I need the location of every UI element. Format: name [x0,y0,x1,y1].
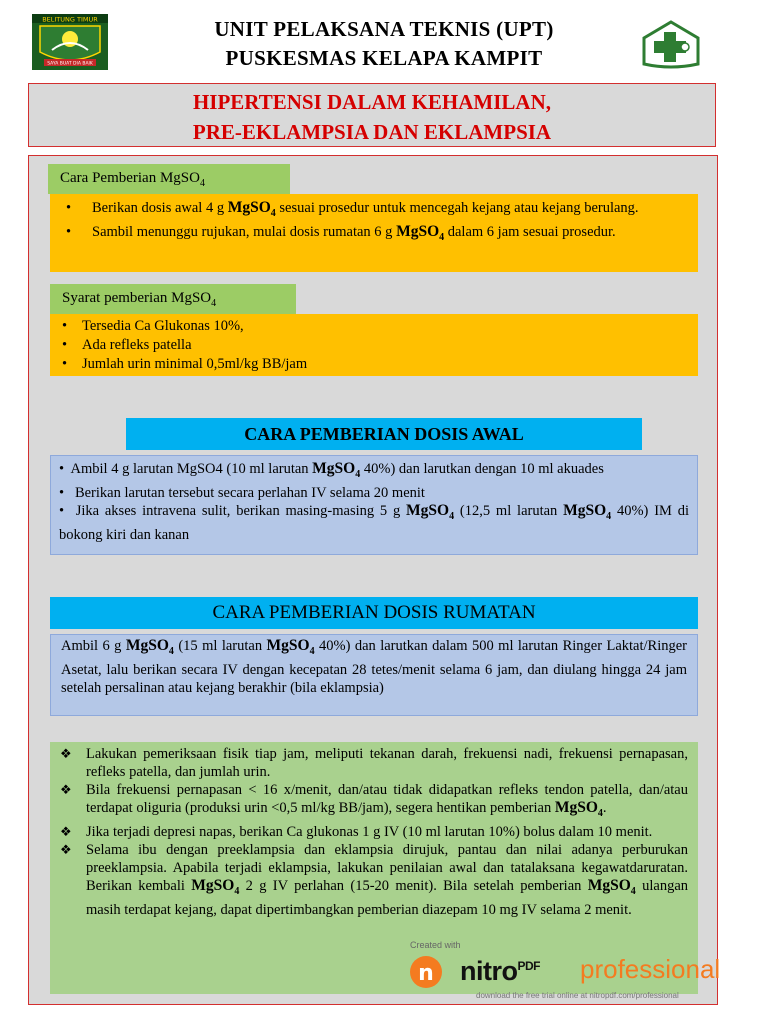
dosis-awal-box [50,455,698,555]
title-line-2: PRE-EKLAMPSIA DAN EKLAMPSIA [192,120,552,144]
cara-pemberian-box [50,194,698,272]
syarat-box [50,314,698,376]
monitoring-item-2: ❖ Bila frekuensi pernapasan < 16 x/menit, dan/atau tidak didapatkan refleks tendon patella, dan/atau terdapat oliguria (produksi urin <0,5 ml/kg BB/jam), segera hentikan pemberian MgSO$_4$. [60,782,688,819]
svg-text:n: n [418,961,434,986]
monitoring-item-4: ❖ Selama ibu dengan preeklampsia dan eklampsia dirujuk, pantau dan nilai adanya perburukan preeklampsia. Apabila terjadi eklampsia, lakukan penilaian awal dan tatalaksana kegawatdaruratan. Berikan kembali MgSO$_4$ 2 g IV perlahan (15-20 menit). Bila setelah pemberian MgSO$_4$ ulangan masih terdapat kejang, dapat dipertimbangkan pemberian diazepam 10 mg IV selama 2 menit. [60,841,689,918]
syarat-item-1: • Tersedia Ca Glukonas 10%, [54,317,694,336]
diamond-bullet-icon: ❖ [60,746,72,761]
logo-left-text: BELITUNG TIMUR [42,15,98,24]
monitoring-item-1: ❖ Lakukan pemeriksaan fisik tiap jam, meliputi tekanan darah, frekuensi nadi, frekuensi pernapasan, refleks patella, dan jumlah urin. [60,746,688,780]
dosis-awal-item-1: • Ambil 4 g larutan MgSO4 (10 ml larutan MgSO$_4$ 40%) dan larutkan dengan 10 ml akuades [59,460,604,480]
watermark-download: download the free trial online at nitropdf.com/professional [476,991,679,1000]
dosis-awal-item-3: • Jika akses intravena sulit, berikan masing-masing 5 g MgSO$_4$ (12,5 ml larutan MgSO$_4$ 40%) IM di bokong kiri dan kanan [59,501,689,543]
watermark-created-with: Created with [410,940,461,950]
puskesmas-logo [640,20,702,70]
dosis-awal-item-2: • Berikan larutan tersebut secara perlahan IV selama 20 menit [59,484,425,501]
syarat-pemberian-label: Syarat pemberian MgSO$_4$ [50,284,296,314]
syarat-item-3: • Jumlah urin minimal 0,5ml/kg BB/jam [54,355,694,374]
watermark-brand: nitro$^{PDF}$ [460,956,540,986]
syarat-item-2: • Ada refleks patella [54,336,694,355]
watermark-product: professional [580,954,721,984]
cara-item-1: • Berikan dosis awal 4 g MgSO$_4$ sesuai prosedur untuk mencegah kejang atau kejang berulang. [58,199,690,223]
subscript: 4 [199,178,205,189]
nitro-logo-icon [404,954,448,990]
header-line-1: UNIT PELAKSANA TEKNIS (UPT) [214,17,554,41]
cara-item-2: • Sambil menunggu rujukan, mulai dosis rumatan 6 g MgSO$_4$ dalam 6 jam sesuai prosedur. [58,223,690,247]
header-line-2: PUSKESMAS KELAPA KAMPIT [225,46,543,70]
diamond-bullet-icon: ❖ [60,823,72,839]
diamond-bullet-icon: ❖ [60,782,72,797]
cara-pemberian-label: Cara Pemberian MgSO$_4$ [48,164,290,194]
dosis-awal-heading: CARA PEMBERIAN DOSIS AWAL [126,418,642,450]
diamond-bullet-icon: ❖ [60,841,72,857]
dosis-rumatan-box: Ambil 6 g MgSO$_4$ (15 ml larutan MgSO$_4$ 40%) dan larutkan dalam 500 ml larutan Ringer Laktat/Ringer Asetat, lalu berikan secara IV dengan kecepatan 28 tetes/menit selama 6 jam, dan diulang hingga 24 jam setelah persalinan atau kejang berakhir (bila eklampsia) [50,634,698,716]
dosis-rumatan-heading: CARA PEMBERIAN DOSIS RUMATAN [50,597,698,629]
title-line-1: HIPERTENSI DALAM KEHAMILAN, [192,90,552,114]
monitoring-item-3: ❖ Jika terjadi depresi napas, berikan Ca glukonas 1 g IV (10 ml larutan 10%) bolus dalam 10 menit. [60,823,653,840]
logo-left-motto: SAYA BUAT DIA BAIK [47,61,93,67]
